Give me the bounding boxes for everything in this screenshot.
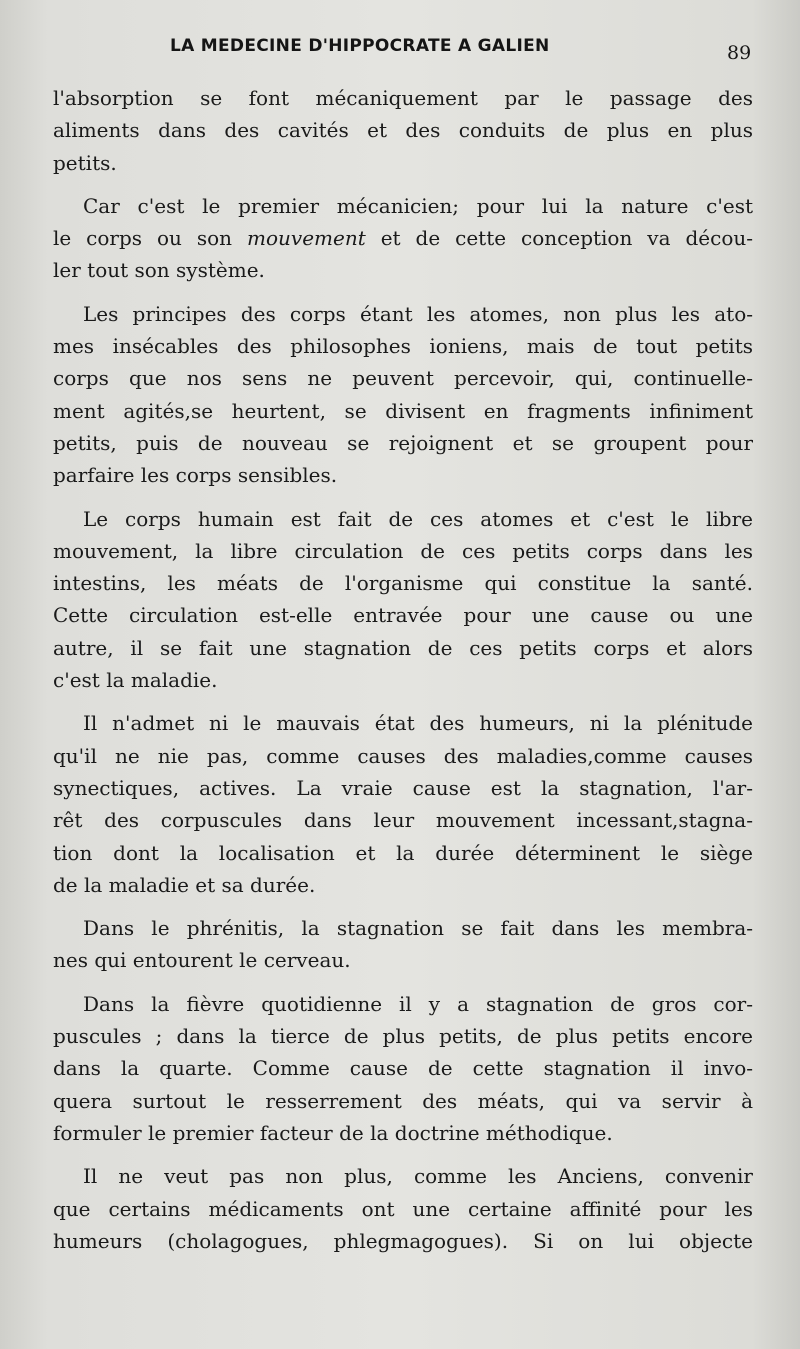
- paragraph: [53, 707, 753, 901]
- text-line: formuler le premier facteur de la doctrine méthodique.: [53, 1120, 613, 1145]
- text-line: aliments dans des cavités et des conduits de plus en plus: [53, 118, 753, 143]
- paragraph: [53, 1160, 753, 1257]
- paragraph: [53, 912, 753, 977]
- body-text: [53, 82, 753, 1268]
- text-line: Il n'admet ni le mauvais état des humeurs, ni la plénitude: [83, 711, 753, 736]
- text-line: le corps ou son mouvement et de cette conception va décou-: [53, 226, 753, 251]
- text-line: intestins, les méats de l'organisme qui constitue la santé.: [53, 571, 753, 596]
- running-title: LA MEDECINE D'HIPPOCRATE A GALIEN: [170, 36, 550, 56]
- text-line: Le corps humain est fait de ces atomes et c'est le libre: [83, 506, 753, 531]
- page-number: 89: [727, 42, 752, 64]
- paragraph: [53, 988, 753, 1149]
- text-line: de la maladie et sa durée.: [53, 872, 316, 897]
- text-line: rêt des corpuscules dans leur mouvement incessant,stagna-: [53, 808, 753, 833]
- text-line: petits.: [53, 150, 117, 175]
- text-line: parfaire les corps sensibles.: [53, 463, 338, 488]
- text-line: Cette circulation est-elle entravée pour une cause ou une: [53, 603, 753, 628]
- text-line: nes qui entourent le cerveau.: [53, 948, 351, 973]
- text-line: qu'il ne nie pas, comme causes des maladies,comme causes: [53, 743, 753, 768]
- text-line: corps que nos sens ne peuvent percevoir, qui, continuelle-: [53, 366, 753, 391]
- text-line: dans la quarte. Comme cause de cette stagnation il invo-: [53, 1056, 753, 1081]
- text-line: que certains médicaments ont une certaine affinité pour les: [53, 1196, 753, 1221]
- text-line: quera surtout le resserrement des méats, qui va servir à: [53, 1088, 753, 1113]
- text-line: c'est la maladie.: [53, 668, 218, 693]
- text-line: synectiques, actives. La vraie cause est la stagnation, l'ar-: [53, 775, 753, 800]
- text-line: ment agités,se heurtent, se divisent en fragments infiniment: [53, 398, 753, 423]
- text-line: puscules ; dans la tierce de plus petits, de plus petits encore: [53, 1024, 753, 1049]
- text-line: mouvement, la libre circulation de ces petits corps dans les: [53, 538, 753, 563]
- text-line: Dans la fièvre quotidienne il y a stagnation de gros cor-: [83, 991, 753, 1016]
- text-line: humeurs (cholagogues, phlegmagogues). Si on lui objecte: [53, 1228, 753, 1253]
- paragraph: [53, 190, 753, 287]
- text-line: l'absorption se font mécaniquement par le passage des: [53, 86, 753, 110]
- text-line: autre, il se fait une stagnation de ces petits corps et alors: [53, 635, 753, 660]
- paragraph: [53, 298, 753, 492]
- paragraph: [53, 82, 753, 179]
- text-line: mes insécables des philosophes ioniens, mais de tout petits: [53, 334, 753, 359]
- text-line: petits, puis de nouveau se rejoignent et se groupent pour: [53, 430, 753, 455]
- paragraph: [53, 503, 753, 697]
- text-line: Il ne veut pas non plus, comme les Anciens, convenir: [83, 1164, 753, 1189]
- page-header: [0, 36, 800, 64]
- text-line: Les principes des corps étant les atomes, non plus les ato-: [83, 301, 753, 326]
- text-line: Car c'est le premier mécanicien; pour lui la nature c'est: [83, 193, 753, 218]
- text-line: ler tout son système.: [53, 258, 265, 283]
- text-line: tion dont la localisation et la durée déterminent le siège: [53, 840, 753, 865]
- text-line: Dans le phrénitis, la stagnation se fait dans les membra-: [83, 916, 753, 941]
